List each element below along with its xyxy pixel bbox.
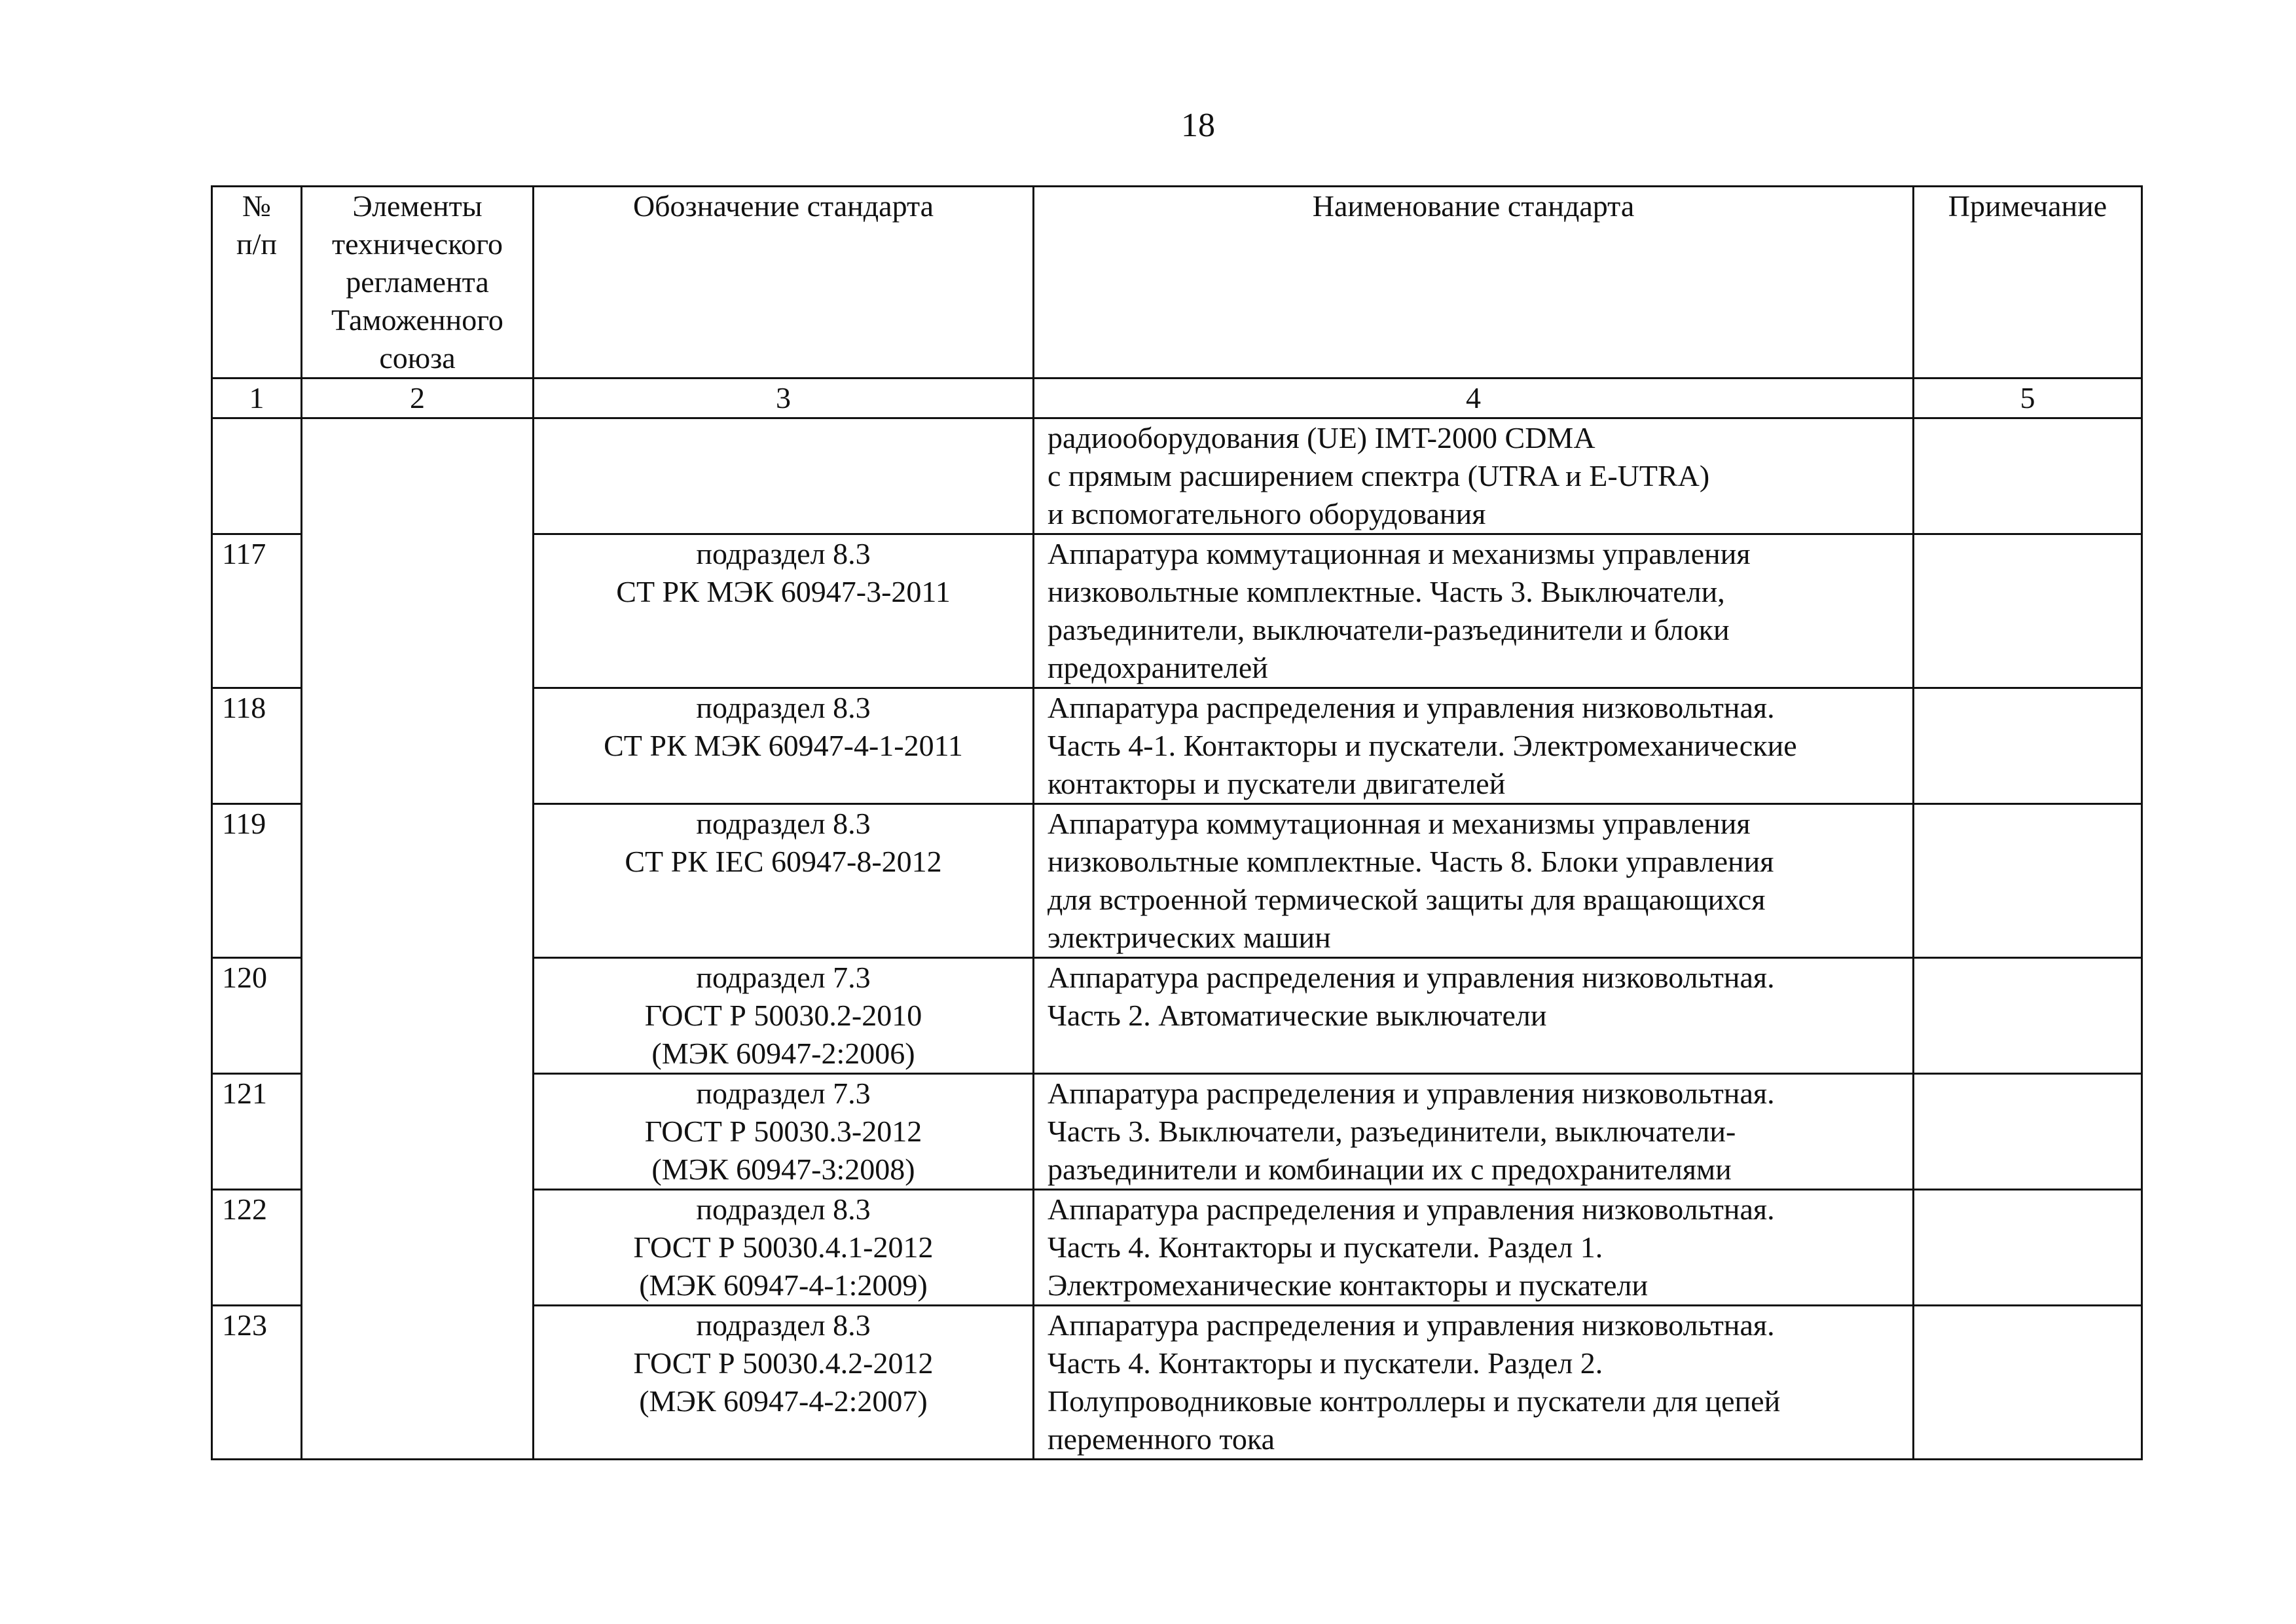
standard-name-line: электрических машин (1048, 921, 1331, 954)
standard-name-line: низковольтные комплектные. Часть 3. Выключатели, (1048, 575, 1725, 608)
standard-name-line: Электромеханические контакторы и пускатели (1048, 1268, 1649, 1302)
column-numbers-row (212, 378, 2142, 418)
row-number: 123 (212, 1306, 302, 1460)
standard-designation (534, 804, 1034, 958)
standard-name (1034, 804, 1914, 958)
standard-name-line: Часть 4. Контакторы и пускатели. Раздел 2. (1048, 1346, 1603, 1380)
standard-name-line: Часть 4-1. Контакторы и пускатели. Электромеханические (1048, 729, 1797, 762)
standard-name-line: предохранителей (1048, 651, 1268, 684)
column-number: 4 (1034, 378, 1914, 418)
standard-name-line: разъединители и комбинации их с предохранителями (1048, 1153, 1732, 1186)
header-col-name (1034, 187, 1914, 378)
standard-name-line: Аппаратура распределения и управления низковольтная. (1048, 691, 1775, 724)
standard-name-line: и вспомогательного оборудования (1048, 497, 1486, 530)
standards-table (211, 185, 2143, 1460)
standard-name-line: Аппаратура распределения и управления низковольтная. (1048, 1308, 1775, 1342)
standard-designation (534, 534, 1034, 688)
standard-name-line: Аппаратура распределения и управления низковольтная. (1048, 961, 1775, 994)
standard-name (1034, 958, 1914, 1074)
standard-designation (534, 418, 1034, 534)
header-col-elements-line: технического (332, 227, 503, 261)
standard-designation (534, 688, 1034, 804)
standard-note (1914, 418, 2142, 534)
standard-designation (534, 1074, 1034, 1190)
column-number: 5 (1914, 378, 2142, 418)
standard-designation-line: (МЭК 60947-4-2:2007) (639, 1384, 928, 1418)
header-col-number-line: п/п (236, 227, 277, 261)
column-number: 2 (302, 378, 534, 418)
standard-designation-line: (МЭК 60947-3:2008) (651, 1153, 915, 1186)
standard-name (1034, 534, 1914, 688)
header-col-designation-line: Обозначение стандарта (632, 189, 934, 223)
standard-designation-line: подраздел 7.3 (696, 961, 871, 994)
standard-name (1034, 1306, 1914, 1460)
header-col-elements-line: Таможенного (331, 303, 503, 337)
header-col-number-line: № (242, 189, 271, 223)
standard-designation-line: подраздел 7.3 (696, 1077, 871, 1110)
standard-name-line: контакторы и пускатели двигателей (1048, 767, 1506, 800)
standard-note (1914, 1306, 2142, 1460)
header-col-elements-line: Элементы (352, 189, 483, 223)
row-number: 119 (212, 804, 302, 958)
header-col-name-line: Наименование стандарта (1312, 189, 1635, 223)
standard-note (1914, 688, 2142, 804)
row-number: 118 (212, 688, 302, 804)
standard-name (1034, 418, 1914, 534)
standard-name-line: Аппаратура распределения и управления низковольтная. (1048, 1077, 1775, 1110)
standard-designation-line: СТ РК МЭК 60947-4-1-2011 (604, 729, 963, 762)
standard-designation-line: (МЭК 60947-4-1:2009) (639, 1268, 928, 1302)
header-col-elements (302, 187, 534, 378)
standard-designation-line: подраздел 8.3 (696, 1308, 871, 1342)
standard-designation-line: ГОСТ Р 50030.4.2-2012 (633, 1346, 934, 1380)
standard-designation-line: (МЭК 60947-2:2006) (651, 1037, 915, 1070)
standard-name (1034, 1074, 1914, 1190)
page-number: 18 (1181, 107, 1215, 144)
standard-name (1034, 688, 1914, 804)
standard-designation-line: подраздел 8.3 (696, 691, 871, 724)
standard-designation-line: ГОСТ Р 50030.4.1-2012 (633, 1230, 934, 1264)
standard-designation-line: СТ РК МЭК 60947-3-2011 (616, 575, 951, 608)
standard-note (1914, 958, 2142, 1074)
standard-note (1914, 1190, 2142, 1306)
standard-name-line: переменного тока (1048, 1422, 1275, 1456)
standard-name-line: Часть 4. Контакторы и пускатели. Раздел 1. (1048, 1230, 1603, 1264)
table-row (212, 418, 2142, 534)
standard-designation (534, 1190, 1034, 1306)
standard-name-line: с прямым расширением спектра (UTRA и E-UTRA) (1048, 459, 1710, 492)
row-number: 117 (212, 534, 302, 688)
standard-designation-line: подраздел 8.3 (696, 1192, 871, 1226)
header-col-note-line: Примечание (1948, 189, 2107, 223)
standard-name-line: Часть 2. Автоматические выключатели (1048, 999, 1547, 1032)
standard-name-line: радиооборудования (UE) IMT-2000 CDMA (1048, 421, 1595, 454)
standard-name (1034, 1190, 1914, 1306)
standard-name-line: Аппаратура распределения и управления низковольтная. (1048, 1192, 1775, 1226)
standard-designation-line: ГОСТ Р 50030.3-2012 (644, 1115, 922, 1148)
standard-name-line: Аппаратура коммутационная и механизмы управления (1048, 537, 1751, 570)
row-number (212, 418, 302, 534)
column-number: 1 (212, 378, 302, 418)
header-row (212, 187, 2142, 378)
standard-designation-line: подраздел 8.3 (696, 807, 871, 840)
standard-note (1914, 1074, 2142, 1190)
header-col-elements-line: союза (379, 341, 456, 375)
standard-name-line: Аппаратура коммутационная и механизмы управления (1048, 807, 1751, 840)
standard-designation-line: подраздел 8.3 (696, 537, 871, 570)
standard-name-line: Часть 3. Выключатели, разъединители, выключатели- (1048, 1115, 1736, 1148)
header-col-note (1914, 187, 2142, 378)
standard-designation-line: СТ РК IEC 60947-8-2012 (625, 845, 942, 878)
standard-designation (534, 1306, 1034, 1460)
header-col-designation (534, 187, 1034, 378)
standard-note (1914, 534, 2142, 688)
row-number: 121 (212, 1074, 302, 1190)
standard-name-line: низковольтные комплектные. Часть 8. Блоки управления (1048, 845, 1774, 878)
regulation-elements-cell (302, 418, 534, 1460)
header-col-elements-line: регламента (346, 265, 489, 299)
standard-designation (534, 958, 1034, 1074)
row-number: 120 (212, 958, 302, 1074)
standard-name-line: для встроенной термической защиты для вращающихся (1048, 883, 1766, 916)
standard-designation-line: ГОСТ Р 50030.2-2010 (644, 999, 922, 1032)
standard-name-line: Полупроводниковые контроллеры и пускатели для цепей (1048, 1384, 1781, 1418)
row-number: 122 (212, 1190, 302, 1306)
standard-name-line: разъединители, выключатели-разъединители и блоки (1048, 613, 1730, 646)
column-number: 3 (534, 378, 1034, 418)
standard-note (1914, 804, 2142, 958)
header-col-number (212, 187, 302, 378)
